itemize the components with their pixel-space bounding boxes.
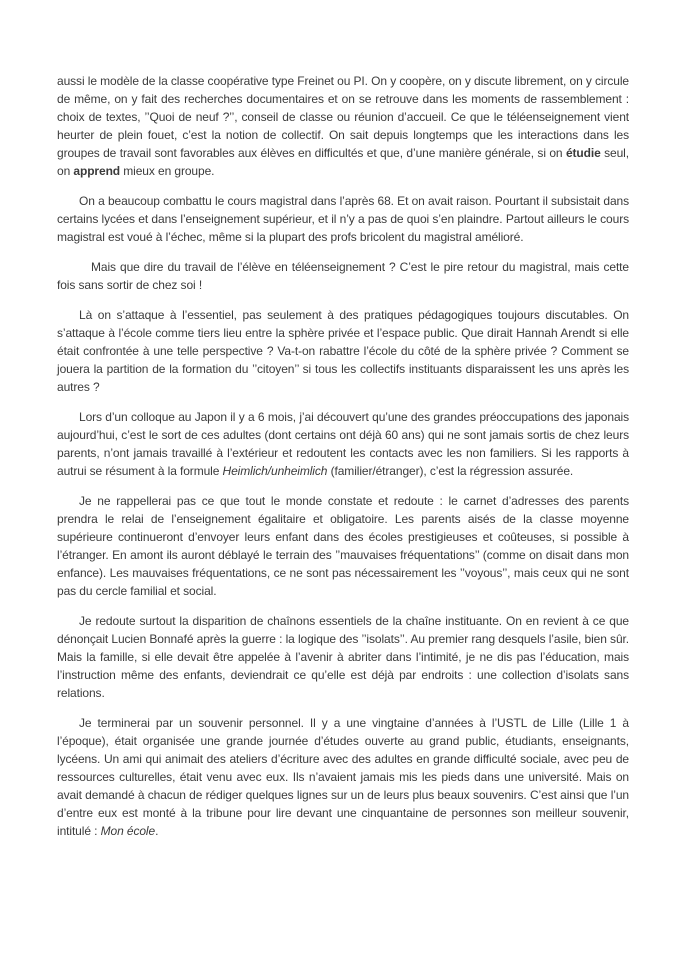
paragraph xyxy=(57,192,629,246)
italic-text-run: Mon école xyxy=(100,824,156,838)
text-run: (familier/étranger), c’est la régression assurée. xyxy=(327,464,574,478)
text-run: aussi le modèle de la classe coopérative type Freinet ou PI. On y coopère, on y discute librement, on y circule de même, on y fait des recherches documentaires et on se retrouve dans les moments de rassemblement : choix de textes, ’’Quoi de neuf ?’’, conseil de classe ou réunion d’accueil. Ce que le téléenseignement vient heurter de plein fouet, c’est la notion de collectif. On sait depuis longtemps que les interactions dans les groupes de travail sont favorables aux élèves en difficultés et que, d’une manière générale, si on xyxy=(57,74,629,160)
paragraph xyxy=(57,258,629,294)
text-run: Je ne rappellerai pas ce que tout le monde constate et redoute : le carnet d’adresses des parents prendra le relai de l’enseignement égalitaire et obligatoire. Les parents aisés de la classe moyenne supérieure continueront d’envoyer leurs enfant dans des écoles prestigieuses et coûteuses, si possible à l’étranger. En amont ils auront déblayé le terrain des ’’mauvaises fréquentations’’ (comme on disait dans mon enfance). Les mauvaises fréquentations, ce ne sont pas nécessairement les ’’voyous’’, mais ceux qui ne sont pas du cercle familial et social. xyxy=(57,494,629,598)
bold-text-run: apprend xyxy=(73,164,121,178)
text-run: Lors d’un colloque au Japon il y a 6 mois, j’ai découvert qu’une des grandes préoccupations des japonais aujourd’hui, c’est le sort de ces adultes (dont certains ont déjà 60 ans) qui ne sont jamais sortis de chez leurs parents, n’ont jamais travaillé à l’extérieur et redoutent les contacts avec les non familiers. Si les rapports à autrui se résument à la formule xyxy=(57,410,629,478)
text-run: . xyxy=(155,824,159,838)
text-run: seul, on xyxy=(57,146,629,178)
document-body xyxy=(57,72,629,840)
text-run: Là on s’attaque à l’essentiel, pas seulement à des pratiques pédagogiques toujours discutables. On s’attaque à l’école comme tiers lieu entre la sphère privée et l’espace public. Que dirait Hannah Arendt si elle était confrontée à une telle perspective ? Va-t-on rabattre l’école du côté de la sphère privée ? Comment se jouera la partition de la formation du ’’citoyen’’ si tous les collectifs instituants disparaissent les uns après les autres ? xyxy=(57,308,629,394)
bold-text-run: étudie xyxy=(565,146,601,160)
italic-text-run: Heimlich/unheimlich xyxy=(222,464,328,478)
paragraph xyxy=(57,714,629,840)
text-run: Je redoute surtout la disparition de chaînons essentiels de la chaîne instituante. On en revient à ce que dénonçait Lucien Bonnafé après la guerre : la logique des ’’isolats’’. Au premier rang desquels l’asile, bien sûr. Mais la famille, si elle devait être appelée à l’avenir à abriter dans l’intimité, je ne dis pas l’éducation, mais l’instruction même des enfants, deviendrait ce qu’elle est déjà par endroits : une collection d’isolats sans relations. xyxy=(57,614,629,700)
text-run: Je terminerai par un souvenir personnel. Il y a une vingtaine d’années à l’USTL de Lille (Lille 1 à l’époque), était organisée une grande journée d’études ouverte au grand public, étudiants, enseignants, lycéens. Un ami qui animait des ateliers d’écriture avec des adultes en grande difficulté sociale, avec peu de ressources culturelles, était venu avec eux. Ils n’avaient jamais mis les pieds dans une université. Mais on avait demandé à chacun de rédiger quelques lignes sur un de leurs plus beaux souvenirs. C’est ainsi que l’un d’entre eux est monté à la tribune pour lire devant une cinquantaine de personnes son meilleur souvenir, intitulé : xyxy=(57,716,629,838)
paragraph xyxy=(57,612,629,702)
paragraph xyxy=(57,306,629,396)
paragraph xyxy=(57,72,629,180)
text-run: On a beaucoup combattu le cours magistral dans l’après 68. Et on avait raison. Pourtant il subsistait dans certains lycées et dans l’enseignement supérieur, et il n’y a pas de quoi s’en plaindre. Partout ailleurs le cours magistral est voué à l’échec, même si la plupart des profs bricolent du magistral amélioré. xyxy=(57,194,629,244)
paragraph xyxy=(57,408,629,480)
paragraph xyxy=(57,492,629,600)
text-run: mieux en groupe. xyxy=(120,164,215,178)
text-run: Mais que dire du travail de l’élève en téléenseignement ? C’est le pire retour du magistral, mais cette fois sans sortir de chez soi ! xyxy=(57,260,629,292)
